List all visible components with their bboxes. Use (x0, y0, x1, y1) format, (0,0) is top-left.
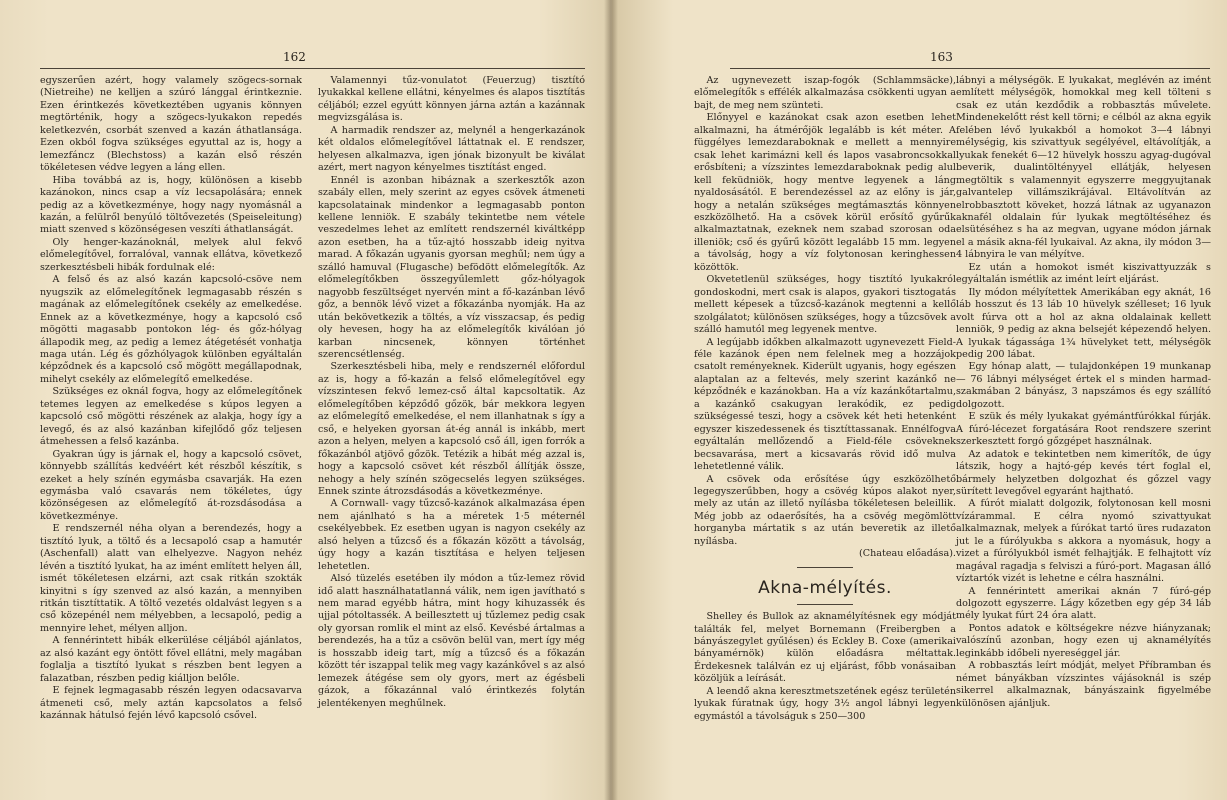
right-page-column-2 (956, 75, 1211, 710)
header-rule-left (40, 68, 585, 69)
paragraph: A fúrót mialatt dolgozik, folytonosan kell mosni vízárammal. E célra nyomó szivattyukat alkalmaznak, melyek a fúrókat tartó üres rudazaton jut le a fúrólyukba s akkora a nyomásuk, hogy a vizet a fúrólyukból ismét felhajtják. E felhajtott víz magával ragadja s felviszi a fúró-port. Magasan álló víztartók vizét is lehetne e célra használni. (956, 498, 1211, 585)
paragraph: A Cornwall- vagy tűzcső-kazánok alkalmazása épen nem ajánlható s ha a méretek 1·5 méternél csekélyebbek. Ez esetben ugyan is nagyon csekély az alsó helyen a tűzcső és a főkazán között a távolság, úgy hogy a kazán tisztítása e helyen teljesen lehetetlen. (318, 498, 585, 572)
paragraph: A fennérintett amerikai aknán 7 fúró-gép dolgozott egyszerre. Lágy kőzetben egy gép 34 láb mély lyukat fúrt 24 óra alatt. (956, 585, 1211, 622)
paragraph: A robbasztás leírt módját, melyet Příbramban és német bányákban vízszintes vájásoknál is szép sikerrel alkalmaznak, bányászaink figyelmébe különösen ajánljuk. (956, 660, 1211, 709)
section-heading: Akna-mélyítés. (758, 577, 892, 598)
paragraph: Az ugynevezett iszap-fogók (Schlammsäcke), előmelegítők s effélék alkalmazása csökkenti ugyan a bajt, de meg nem szünteti. (694, 75, 956, 111)
section-divider (797, 567, 853, 568)
paragraph: Shelley és Bullok az aknamélyítésnek egy módját találták fel, melyet Bornemann (Freibergben a bányászegylet gyűlésen) és Eckley B. Coxe (amerikai bányamérnök) külön előadásra méltattak. Érdekesnek találván ez uj eljárást, főbb vonásaiban közöljük a leírását. (694, 611, 956, 685)
paragraph: Okvetetlenül szükséges, hogy tisztító lyukakról gondoskodni, mert csak is alapos, gyakori tisztogatás mellett képesek a tűzcső-kazánok megtenni a kellő szolgálatot; különösen szükséges, hogy a tűzcsövek a szálló hamutól meg legyenek mentve. (694, 274, 956, 336)
paragraph: Pontos adatok e költségekre nézve hiányzanak; valószínű azonban, hogy ezen uj aknamélyítés leginkább időbeli nyereséggel jár. (956, 622, 1211, 659)
article-signature: (Chateau előadása). (858, 548, 956, 560)
paragraph: Ennél is azonban hibáznak a szerkesztők azon szabály ellen, mely szerint az egyes csövek átmeneti kapcsolatainak mindenkor a legmagasabb ponton kellene lenniök. E szabály tekintetbe nem vétele veszedelmes lehet az említett rendszernél kiváltképp azon esetben, ha a tűz-ajtó hosszabb ideig nyitva marad. A főkazán ugyanis gyorsan meghűl; nem úgy a szálló hamuval (Flugasche) befödött előmelegítők. Az előmelegítőkben összegyűlemlett gőz-hólyagok nagyobb feszültséget nyervén mint a fő-kazánban lévő gőz, a bennök lévő vizet a főkazánba nyomják. Ha az után bekövetkezik a töltés, a víz visszacsap, és pedig oly hevesen, hogy ha az előmelegítők kiválóan jó karban nincsenek, könnyen történhet szerencsétlenség. (318, 174, 585, 360)
paragraph: A leendő akna keresztmetszetének egész területén lyukak fúratnak úgy, hogy 3½ angol lábnyi legyen egymástól a távolságuk s 250—300 (694, 685, 956, 722)
paragraph: Egy hónap alatt, — tulajdonképen 19 munkanap — 76 lábnyi mélységet értek el s minden harmad-szakmában 2 bányász, 3 napszámos és egy szállító dolgozott. (956, 361, 1211, 410)
paragraph: Az adatok e tekintetben nem kimerítők, de úgy látszik, hogy a hajtó-gép kevés tért foglal el, bármely helyzetben dolgozhat és gőzzel vagy sürített levegővel egyaránt hajtható. (956, 448, 1211, 497)
paragraph: Valamennyi tűz-vonulatot (Feuerzug) tisztító lyukakkal kellene ellátni, kényelmes és alapos tisztítás céljából; ezzel egyútt könnyen járna aztán a kazánnak megvizsgálása is. (318, 75, 585, 124)
paragraph: Szükséges ez oknál fogva, hogy az előmelegítőnek tetemes legyen az emelkedése s kúpos legyen a kapcsoló cső mögötti részének az alakja, hogy így a levegő, és az alsó kazánban kifejlődő gőz teljesen átmehessen a felső kazánba. (40, 386, 302, 448)
paragraph: Hiba továbbá az is, hogy, különösen a kisebb kazánokon, nincs csap a víz lecsapolására; ennek pedig az a következménye, hogy nagy nyomásnál a kazán, a felülről benyúló töltővezetés (Speiseleitung) miatt szenved s közönségesen veszíti áthatlanságát. (40, 174, 302, 236)
paragraph: A felső és az alsó kazán kapcsoló-csöve nem nyugszik az előmelegítőnek legmagasabb részén s magának az előmelegítőnek csekély az emelkedése. Ennek az a következménye, hogy a kapcsoló cső mögötti magasabb pontokon lég- és gőz-hólyag állapodik meg, az pedig a lemez átégetését vonhatja maga után. Lég és gőzhólyagok különben egyáltalán képződnek és a kapcsoló cső mögött megállapodnak, mihelyt csekély az előmelegítő emelkedése. (40, 274, 302, 385)
paragraph: lábnyi a mélységök. E lyukakat, meglévén az imént említett mélységök, homokkal meg kell tölteni s csak ez után kezdődik a robbasztás művelete. Mindenekelőtt rést kell törni; e célból az akna egyik felében lévő lyukakból a homokot 3—4 lábnyi mélységig, kis szivattyuk segélyével, eltávolítják, a lyukak fenekét 6—12 hüvelyk hosszu agyag-dugóval beverik, dualintöltényyel ellátják, helyesen megtöltik s valamennyit egyszerre meggyujtanak galvantelep villámszikrájával. Eltávolítván az elrobbasztott köveket, hozzá látnak az ugyanazon aknafél oldalain fúr lyukak megtöltéséhez és elsütéséhez s ha az megvan, ugyane módon járnak el a másik akna-fél lyukaival. Az akna, ily módon 3—4 lábnyira le van mélyítve. (956, 75, 1211, 261)
page-number-left: 162 (283, 50, 306, 64)
page-number-right: 163 (930, 50, 953, 64)
paragraph: E szük és mély lyukakat gyémántfúrókkal fúrják. A fúró-lécezet forgatására Root rendszere szerint szerkesztett forgó gőzgépet használnak. (956, 411, 1211, 448)
right-page-column-1 (694, 75, 956, 723)
paragraph: Előnyyel e kazánokat csak azon esetben lehet alkalmazni, ha átmérőjök legalább is két méter. A függélyes lemezdaraboknak e mellett a mennyire csak lehet karimázni kell és lapos vasabroncsokkal erősbíteni; a vízszintes lemezdaraboknak pedig alul kell feküdniök, hogy mentve legyenek a láng nyaldosásától. E berendezéssel az az előny is jár, hogy a netalán szükséges megtámasztás könnyen eszközölhető. Ha a csövek körül erősítő gyűrűk alkalmaztatnak, ezeknek nem szabad szorosan oda illeniök; cső és gyűrű között legalább 15 mm. legyen a távolság, hogy a víz folytonosan keringhessen közöttök. (694, 112, 956, 273)
paragraph: egyszerűen azért, hogy valamely szögecs-sornak (Nietreihe) ne kelljen a szúró lánggal érintkeznie. Ezen érintkezés következtében ugyanis könnyen megtörténik, hogy a szögecs-lyukakon repedés keletkezvén, csorbát szenved a kazán áthatlansága. Ezen okból fogva szükséges egyuttal az is, hogy a lemezfáncz (Blechstoss) a kazán első részén tökéletesen védve legyen a láng ellen. (40, 75, 302, 174)
left-page-column-2 (318, 75, 585, 710)
paragraph: A legújabb időkben alkalmazott ugynevezett Field-féle kazánok épen nem felelnek meg a hozzájok csatolt reményeknek. Kiderült ugyanis, hogy egészen alaptalan az a feltevés, mely szerint kazánkő ne képződnék e kazánokban. Ha a víz kazánkőtartalmu, a kazánkő csakugyan lerakódik, ez pedig szükségessé teszi, hogy a csövek két heti hetenként egyszer kiszedessenek és tisztíttassanak. Ennélfogva egyáltalán mellőzendő a Field-féle csöveknek becsavarása, mert a kicsavarás rövid idő mulva lehetetlenné válik. (694, 336, 956, 473)
paragraph: E fejnek legmagasabb részén legyen odacsavarva átmeneti cső, mely aztán kapcsolatos a felső kazánnak hátulsó fején lévő kapcsoló csővel. (40, 685, 302, 722)
paragraph: Ily módon mélyítettek Amerikában egy aknát, 16 láb hosszut és 13 láb 10 hüvelyk szélleset; 16 lyuk volt fúrva ott a hol az akna oldalainak kellett lenniök, 9 pedig az akna belsejét képezendő helyen. A lyukak tágassága 1¾ hüvelyket tett, mélységök pedig 200 lábat. (956, 286, 1211, 360)
paragraph: A csövek oda erősítése úgy eszközölhető legegyszerűbben, hogy a csövég kúpos alakot nyer, mely az után az illető nyílásba tökéletesen beleillik. Még jobb az odaerősítés, ha a csövég megömlött horganyba mártatik s az után beveretik az illető nyílásba. (694, 473, 956, 547)
paragraph: Oly henger-kazánoknál, melyek alul fekvő előmelegítővel, forralóval, vannak ellátva, következő szerkesztésbeli hibák fordulnak elé: (40, 236, 302, 273)
left-page-column-1 (40, 75, 302, 723)
paragraph: Gyakran úgy is járnak el, hogy a kapcsoló csövet, könnyebb szállítás kedvéért két részből készítik, s ezeket a hely színén egymásba csavarják. Ha ezen egymásba való csavarás nem tökéletes, úgy közönségesen az előmelegítő át-rozsdásodása a következménye. (40, 448, 302, 522)
paragraph: Alsó tüzelés esetében ily módon a tűz-lemez rövid idő alatt használhatatlanná válik, nem igen javítható s nem marad egyébb hátra, mint hogy kihuzassék és ujjal pótoltassék. A beillesztett uj tűzlemez pedig csak oly gyorsan romlik el mint az első. Kevésbé ártalmas a berendezés, ha a tűz a csövön belül van, mert így még is hosszabb ideig tart, míg a tűzcső és a főkazán között tér iszappal telik meg vagy kazánkővel s az alsó lemezek átégése sem oly gyors, mert az égésbeli gázok, a főkazánnal való érintkezés folytán jelentékenyen meghűlnek. (318, 573, 585, 709)
paragraph: Szerkesztésbeli hiba, mely e rendszernél előfordul az is, hogy a fő-kazán a felső előmelegítővel egy vízszintesen fekvő lemez-cső által kapcsoltatik. Az előmelegítőben képződő gőzök, bár mekkora legyen az előmelegítő emelkedése, el nem illanhatnak s így a cső, e helyeken gyorsan át-ég annál is inkább, mert azon a helyen, melyen a kapcsoló cső áll, igen forrók a főkazánból atjövő gőzök. Tetézik a hibát még azzal is, hogy a kapcsoló csövet két részből állítják össze, nehogy a hely színén szögecselés legyen szükséges. Ennek szinte átrozsdásodás a következménye. (318, 361, 585, 497)
section-divider-lower (797, 604, 853, 605)
paragraph: A harmadik rendszer az, melynél a hengerkazánok két oldalos előmelegítővel láttatnak el. E rendszer, helyesen alkalmazva, igen jónak bizonyult be kiválat azért, mert nagyon kényelmes tisztítást enged. (318, 124, 585, 174)
header-rule-right (730, 68, 1210, 69)
paragraph: Ez után a homokot ismét kiszivattyuzzák s egyáltalán ismétlik az imént leírt eljárást. (956, 261, 1211, 286)
paragraph: A fennérintett hibák elkerülése céljából ajánlatos, az alsó kazánt egy öntött fővel ellátni, mely magában foglalja a tisztító lyukat s részben bent legyen a falazatban, részben pedig kiálljon belőle. (40, 635, 302, 684)
paragraph: E rendszernél néha olyan a berendezés, hogy a tisztító lyuk, a töltő és a lecsapoló csap a hamutér (Aschenfall) alatt van elhelyezve. Nagyon nehéz lévén a tisztító lyukat, ha az imént említett helyen áll, ismét tökéletesen elzárni, azt csak ritkán szokták kinyitni s így szenved az alsó kazán, a mennyiben ritkán tisztíttatik. A töltő vezetés oldalvást legyen s a cső közepénél nem mélyebben, a lecsapoló, pedig a mennyire lehet, mélyen alljon. (40, 523, 302, 634)
right-page (612, 0, 1227, 800)
left-page (0, 0, 612, 800)
